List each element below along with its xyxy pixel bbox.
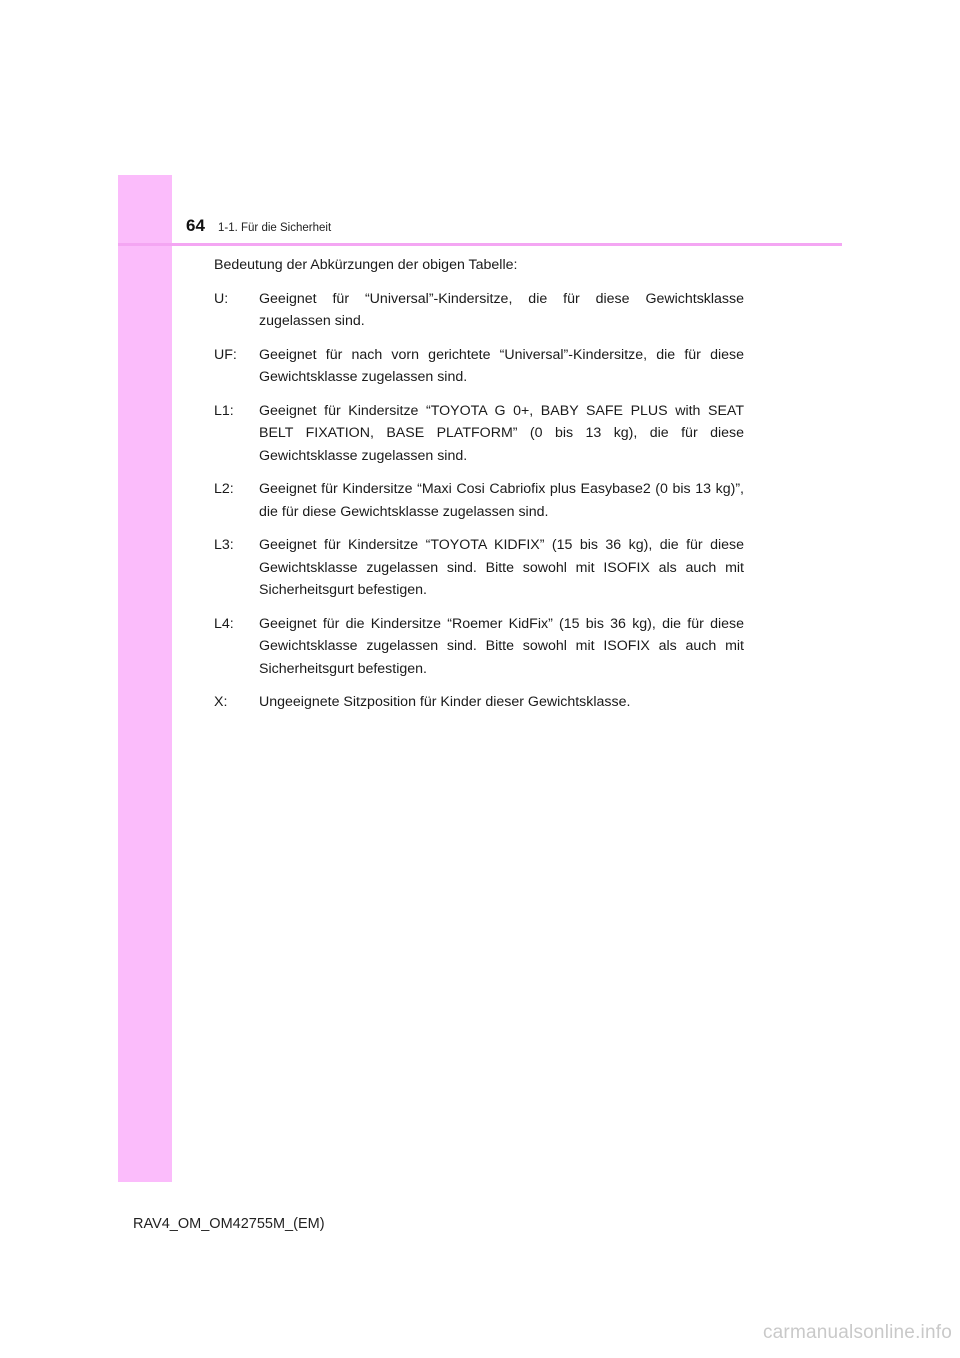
abbreviation-code: UF: (214, 346, 237, 363)
abbreviation-code: U: (214, 290, 229, 307)
abbreviation-description: Geeignet für “Universal”-Kindersitze, die für diese Gewichtsklasse zugelassen sind. (259, 290, 744, 329)
abbreviation-item-u (214, 288, 744, 333)
abbreviation-item-l2 (214, 478, 744, 523)
abbreviation-description: Ungeeignete Sitzposition für Kinder dieser Gewichtsklasse. (259, 694, 631, 710)
intro-text: Bedeutung der Abkürzungen der obigen Tabelle: (214, 257, 518, 273)
abbreviation-item-l3 (214, 534, 744, 602)
document-code: RAV4_OM_OM42755M_(EM) (133, 1216, 325, 1232)
abbreviation-code: L3: (214, 537, 234, 553)
abbreviation-code: L2: (214, 481, 234, 497)
page-number: 64 (186, 216, 205, 235)
abbreviation-item-l4 (214, 613, 744, 681)
abbreviation-item-uf (214, 344, 744, 389)
header-rule (118, 243, 842, 246)
abbreviation-description: Geeignet für Kindersitze “Maxi Cosi Cabriofix plus Easybase2 (0 bis 13 kg)”, die für diese Gewichtsklasse zugelassen sind. (259, 481, 744, 520)
side-color-band (118, 175, 172, 1182)
watermark-text: carmanualsonline.info (762, 1322, 952, 1343)
section-title: 1-1. Für die Sicherheit (218, 222, 332, 234)
abbreviation-description: Geeignet für nach vorn gerichtete “Universal”-Kindersitze, die für diese Gewichtsklasse zugelassen sind. (259, 346, 744, 385)
abbreviation-item-x (214, 691, 744, 714)
abbreviation-item-l1 (214, 400, 744, 468)
abbreviation-description: Geeignet für Kindersitze “TOYOTA KIDFIX” (15 bis 36 kg), die für diese Gewichtsklasse zugelassen sind. Bitte sowohl mit ISOFIX als auch mit Sicherheitsgurt befestigen. (259, 537, 744, 598)
abbreviation-code: L4: (214, 615, 234, 632)
abbreviation-code: L1: (214, 402, 234, 419)
abbreviation-code: X: (214, 694, 228, 710)
main-content (214, 254, 744, 725)
abbreviation-description: Geeignet für Kindersitze “TOYOTA G 0+, BABY SAFE PLUS with SEAT BELT FIXATION, BASE PLATFORM” (0 bis 13 kg), die für diese Gewichtsklasse zugelassen sind. (259, 402, 744, 464)
abbreviation-description: Geeignet für die Kindersitze “Roemer KidFix” (15 bis 36 kg), die für diese Gewichtsklasse zugelassen sind. Bitte sowohl mit ISOFIX als auch mit Sicherheitsgurt befestigen. (259, 615, 744, 677)
